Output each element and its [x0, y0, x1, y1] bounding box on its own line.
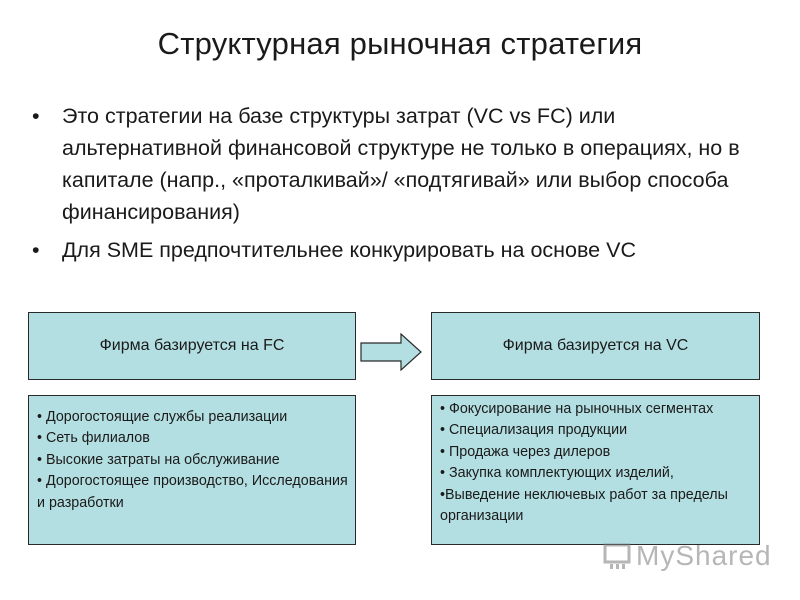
list-item: • Сеть филиалов [37, 430, 150, 447]
fc-firm-header [28, 312, 356, 380]
list-item: • Дорогостоящие службы реализации [37, 409, 288, 425]
vc-features-list [431, 395, 760, 545]
list-item: • Закупка комплектующих изделий, [440, 465, 674, 482]
bullet-item: • Для SME предпочтительнее конкурировать на основе VC [30, 234, 770, 266]
bullet-item: • Это стратегии на базе структуры затрат (VC vs FC) или альтернативной финансовой структуре не только в операциях, но в капитале (напр., «проталкивай»/ «подтягивай» или выбор способа финансирования) [30, 100, 770, 228]
list-item: • Продажа через дилеров [440, 443, 611, 460]
fc-firm-header-label: Фирма базируется на FC [99, 337, 285, 354]
fc-features-list [28, 395, 356, 545]
list-item: • Дорогостоящее производство, Исследования и разработки [37, 473, 348, 511]
watermark [602, 538, 772, 574]
list-item: •Выведение неключевых работ за пределы организации [440, 486, 728, 525]
list-item: • Специализация продукции [440, 422, 628, 439]
watermark-text: MyShared [636, 540, 772, 571]
right-arrow-icon [360, 333, 422, 371]
slide-title: Структурная рыночная стратегия [157, 26, 643, 61]
myshared-logo-icon [602, 541, 632, 571]
vc-firm-header-label: Фирма базируется на VC [502, 337, 689, 354]
list-item: • Высокие затраты на обслуживание [37, 451, 280, 468]
list-item: • Фокусирование на рыночных сегментах [440, 401, 714, 417]
bullet-list [30, 100, 770, 272]
vc-firm-header [431, 312, 760, 380]
